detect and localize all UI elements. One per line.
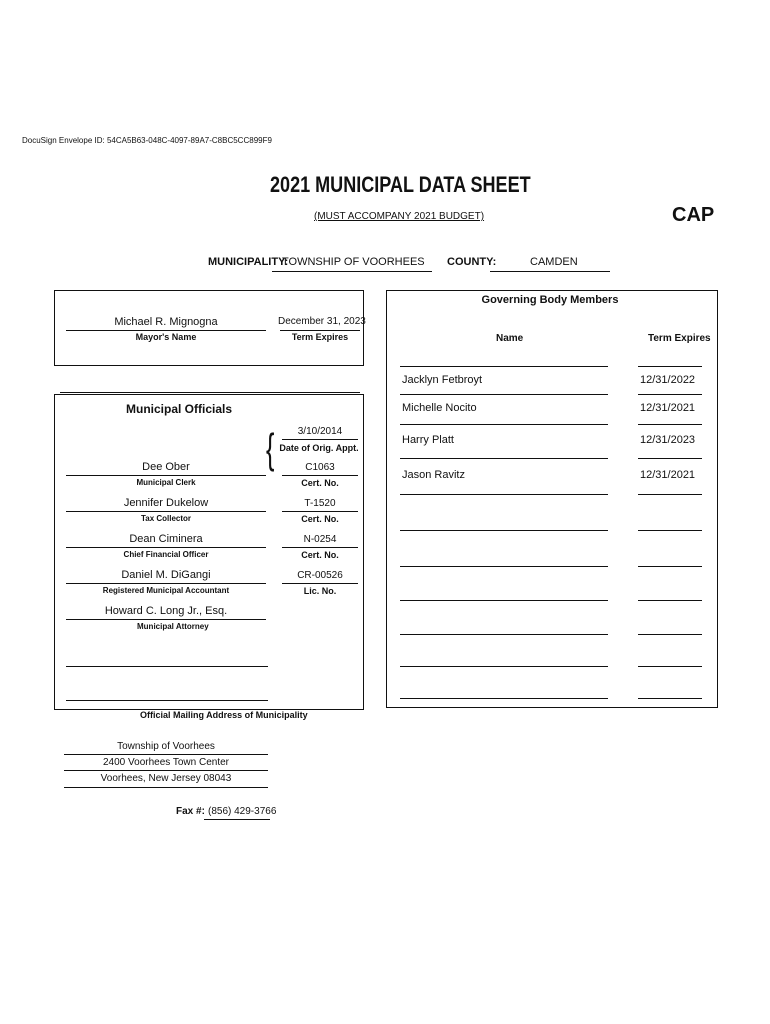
municipality-label: MUNICIPALITY: xyxy=(208,256,289,268)
member-name: Jacklyn Fetbroyt xyxy=(402,374,483,386)
member-term-line xyxy=(638,666,702,667)
page-title: 2021 MUNICIPAL DATA SHEET xyxy=(270,172,531,197)
official-name: Daniel M. DiGangi xyxy=(121,569,211,581)
mayor-name: Michael R. Mignogna xyxy=(114,316,218,328)
orig-appt-label: Date of Orig. Appt. xyxy=(279,443,359,453)
member-term-line xyxy=(638,494,702,495)
cap-label: CAP xyxy=(672,204,715,226)
mayor-term-line xyxy=(280,330,360,331)
official-name: Howard C. Long Jr., Esq. xyxy=(104,605,228,617)
official-title: Registered Municipal Accountant xyxy=(102,586,230,595)
official-name: Dean Ciminera xyxy=(129,533,203,545)
fax-underline xyxy=(204,819,270,820)
official-line xyxy=(66,547,266,548)
mailing-underline xyxy=(64,770,268,771)
official-title: Municipal Attorney xyxy=(137,622,209,631)
mayor-box xyxy=(54,290,364,366)
brace-icon: { xyxy=(266,425,275,472)
mayor-name-line xyxy=(66,330,266,331)
mailing-underline xyxy=(64,787,268,788)
mayor-term: December 31, 2023 xyxy=(278,316,366,327)
member-term-line xyxy=(638,698,702,699)
member-line xyxy=(400,698,608,699)
county-value: CAMDEN xyxy=(530,256,578,268)
member-term: 12/31/2021 xyxy=(640,402,696,414)
member-line xyxy=(400,634,608,635)
fax-label: Fax #: xyxy=(176,806,205,817)
member-term: 12/31/2022 xyxy=(640,374,696,386)
member-name: Harry Platt xyxy=(402,434,454,446)
official-line xyxy=(66,619,266,620)
member-line xyxy=(400,530,608,531)
official-num: C1063 xyxy=(305,462,335,473)
mailing-line1: Township of Voorhees xyxy=(117,741,215,752)
member-line xyxy=(400,424,608,425)
member-line xyxy=(400,366,608,367)
member-line xyxy=(400,600,608,601)
member-term-line xyxy=(638,394,702,395)
member-term-line xyxy=(638,458,702,459)
member-term-line xyxy=(638,424,702,425)
mailing-line2: 2400 Voorhees Town Center xyxy=(102,757,229,768)
official-title: Chief Financial Officer xyxy=(123,550,209,559)
official-num-label: Cert. No. xyxy=(301,514,339,524)
county-underline xyxy=(490,271,610,272)
blank-line xyxy=(66,700,268,701)
official-num-label: Cert. No. xyxy=(301,550,339,560)
official-line xyxy=(66,511,266,512)
officials-heading: Municipal Officials xyxy=(126,402,233,416)
municipality-value: TOWNSHIP OF VOORHEES xyxy=(282,256,425,268)
official-num: CR-00526 xyxy=(297,570,343,581)
official-num: N-0254 xyxy=(303,534,337,545)
fax-value: (856) 429-3766 xyxy=(208,806,277,817)
member-term-line xyxy=(638,530,702,531)
member-term-line xyxy=(638,634,702,635)
official-num-line xyxy=(282,511,358,512)
member-term-line xyxy=(638,566,702,567)
page-subtitle: (MUST ACCOMPANY 2021 BUDGET) xyxy=(314,211,485,222)
official-num-line xyxy=(282,475,358,476)
mailing-underline xyxy=(64,754,268,755)
mailing-line3: Voorhees, New Jersey 08043 xyxy=(100,773,232,784)
member-line xyxy=(400,666,608,667)
member-line xyxy=(400,494,608,495)
member-line xyxy=(400,566,608,567)
member-term: 12/31/2023 xyxy=(640,434,696,446)
member-term-line xyxy=(638,366,702,367)
mayor-name-label: Mayor's Name xyxy=(135,332,197,342)
orig-appt-date: 3/10/2014 xyxy=(297,426,343,437)
member-name: Jason Ravitz xyxy=(402,469,465,481)
official-name: Dee Ober xyxy=(142,461,190,473)
mailing-label: Official Mailing Address of Municipality xyxy=(140,710,308,720)
official-title: Tax Collector xyxy=(140,514,192,523)
governing-heading: Governing Body Members xyxy=(481,294,619,306)
official-num: T-1520 xyxy=(304,498,336,509)
envelope-id: DocuSign Envelope ID: 54CA5B63-048C-4097-89A7-C8BC5CC899F9 xyxy=(22,136,272,145)
mayor-term-label: Term Expires xyxy=(291,332,349,342)
official-line xyxy=(66,475,266,476)
official-num-label: Cert. No. xyxy=(301,478,339,488)
member-line xyxy=(400,394,608,395)
governing-box xyxy=(386,290,718,708)
official-name: Jennifer Dukelow xyxy=(123,497,209,509)
municipality-underline xyxy=(272,271,432,272)
governing-col-term: Term Expires xyxy=(648,333,711,344)
official-num-line xyxy=(282,583,358,584)
county-label: COUNTY: xyxy=(447,256,497,268)
orig-appt-line xyxy=(282,439,358,440)
member-name: Michelle Nocito xyxy=(402,402,477,414)
member-term: 12/31/2021 xyxy=(640,469,696,481)
official-num-line xyxy=(282,547,358,548)
blank-line xyxy=(66,666,268,667)
member-term-line xyxy=(638,600,702,601)
separator-line xyxy=(60,392,360,393)
governing-col-name: Name xyxy=(496,333,524,344)
member-line xyxy=(400,458,608,459)
official-line xyxy=(66,583,266,584)
official-num-label: Lic. No. xyxy=(303,586,337,596)
official-title: Municipal Clerk xyxy=(136,478,196,487)
